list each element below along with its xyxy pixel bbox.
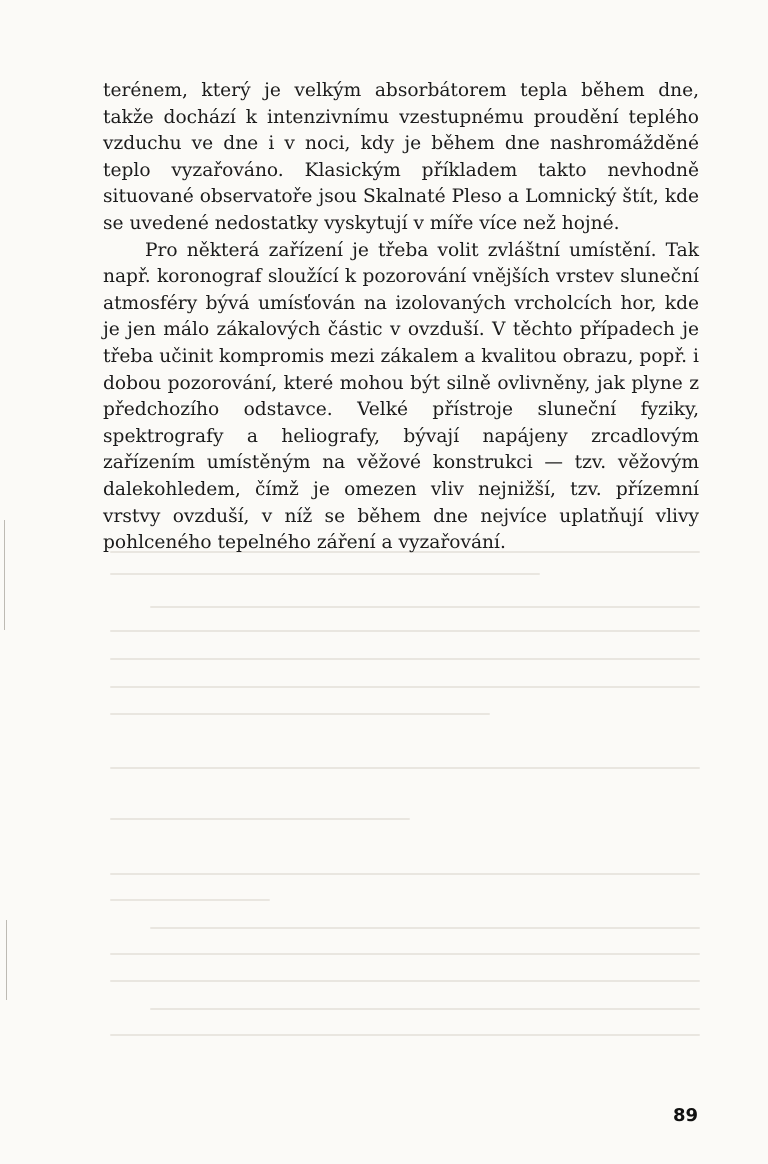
body-text <box>103 78 699 557</box>
bleed-through-line <box>110 980 700 982</box>
bleed-through-line <box>110 658 700 660</box>
bleed-through-line <box>150 927 700 929</box>
bleed-through-line <box>150 1008 700 1010</box>
paragraph: terénem, který je velkým absorbátorem tepla během dne, takže dochází k intenzivnímu vzestupnému proudění teplého vzduchu ve dne i v noci, kdy je během dne nashromážděné teplo vyzařováno. Klasickým příkladem takto nevhodně situované observatoře jsou Skalnaté Pleso a Lomnický štít, kde se uvedené nedostatky vyskytují v míře více než hojné. <box>103 80 699 234</box>
bleed-through-line <box>110 873 700 875</box>
bleed-through-line <box>150 606 700 608</box>
bleed-through-line <box>110 899 270 901</box>
page-number: 89 <box>672 1105 698 1126</box>
scan-edge-mark <box>4 520 5 630</box>
bleed-through-line <box>110 1034 700 1036</box>
bleed-through-line <box>110 630 700 632</box>
bleed-through-line <box>110 767 700 769</box>
bleed-through-line <box>110 713 490 715</box>
bleed-through-line <box>110 953 700 955</box>
bleed-through-line <box>110 818 410 820</box>
paragraph: Pro některá zařízení je třeba volit zvláštní umístění. Tak např. koronograf sloužící k pozorování vnějších vrstev sluneční atmosféry bývá umísťován na izolovaných vrcholcích hor, kde je jen málo zákalových částic v ovzduší. V těchto případech je třeba učinit kompromis mezi zákalem a kvalitou obrazu, popř. i dobou pozorování, které mohou být silně ovlivněny, jak plyne z předchozího odstavce. Velké přístroje sluneční fyziky, spektrografy a heliografy, bývají napájeny zrcadlovým zařízením umístěným na věžové konstrukci — tzv. věžovým dalekohledem, čímž je omezen vliv nejnižší, tzv. přízemní vrstvy ovzduší, v níž se během dne nejvíce uplatňují vlivy pohlceného tepelného záření a vyzařování. <box>103 239 699 554</box>
bleed-through-line <box>110 686 700 688</box>
scan-edge-mark <box>6 920 7 1000</box>
bleed-through-line <box>110 573 540 575</box>
